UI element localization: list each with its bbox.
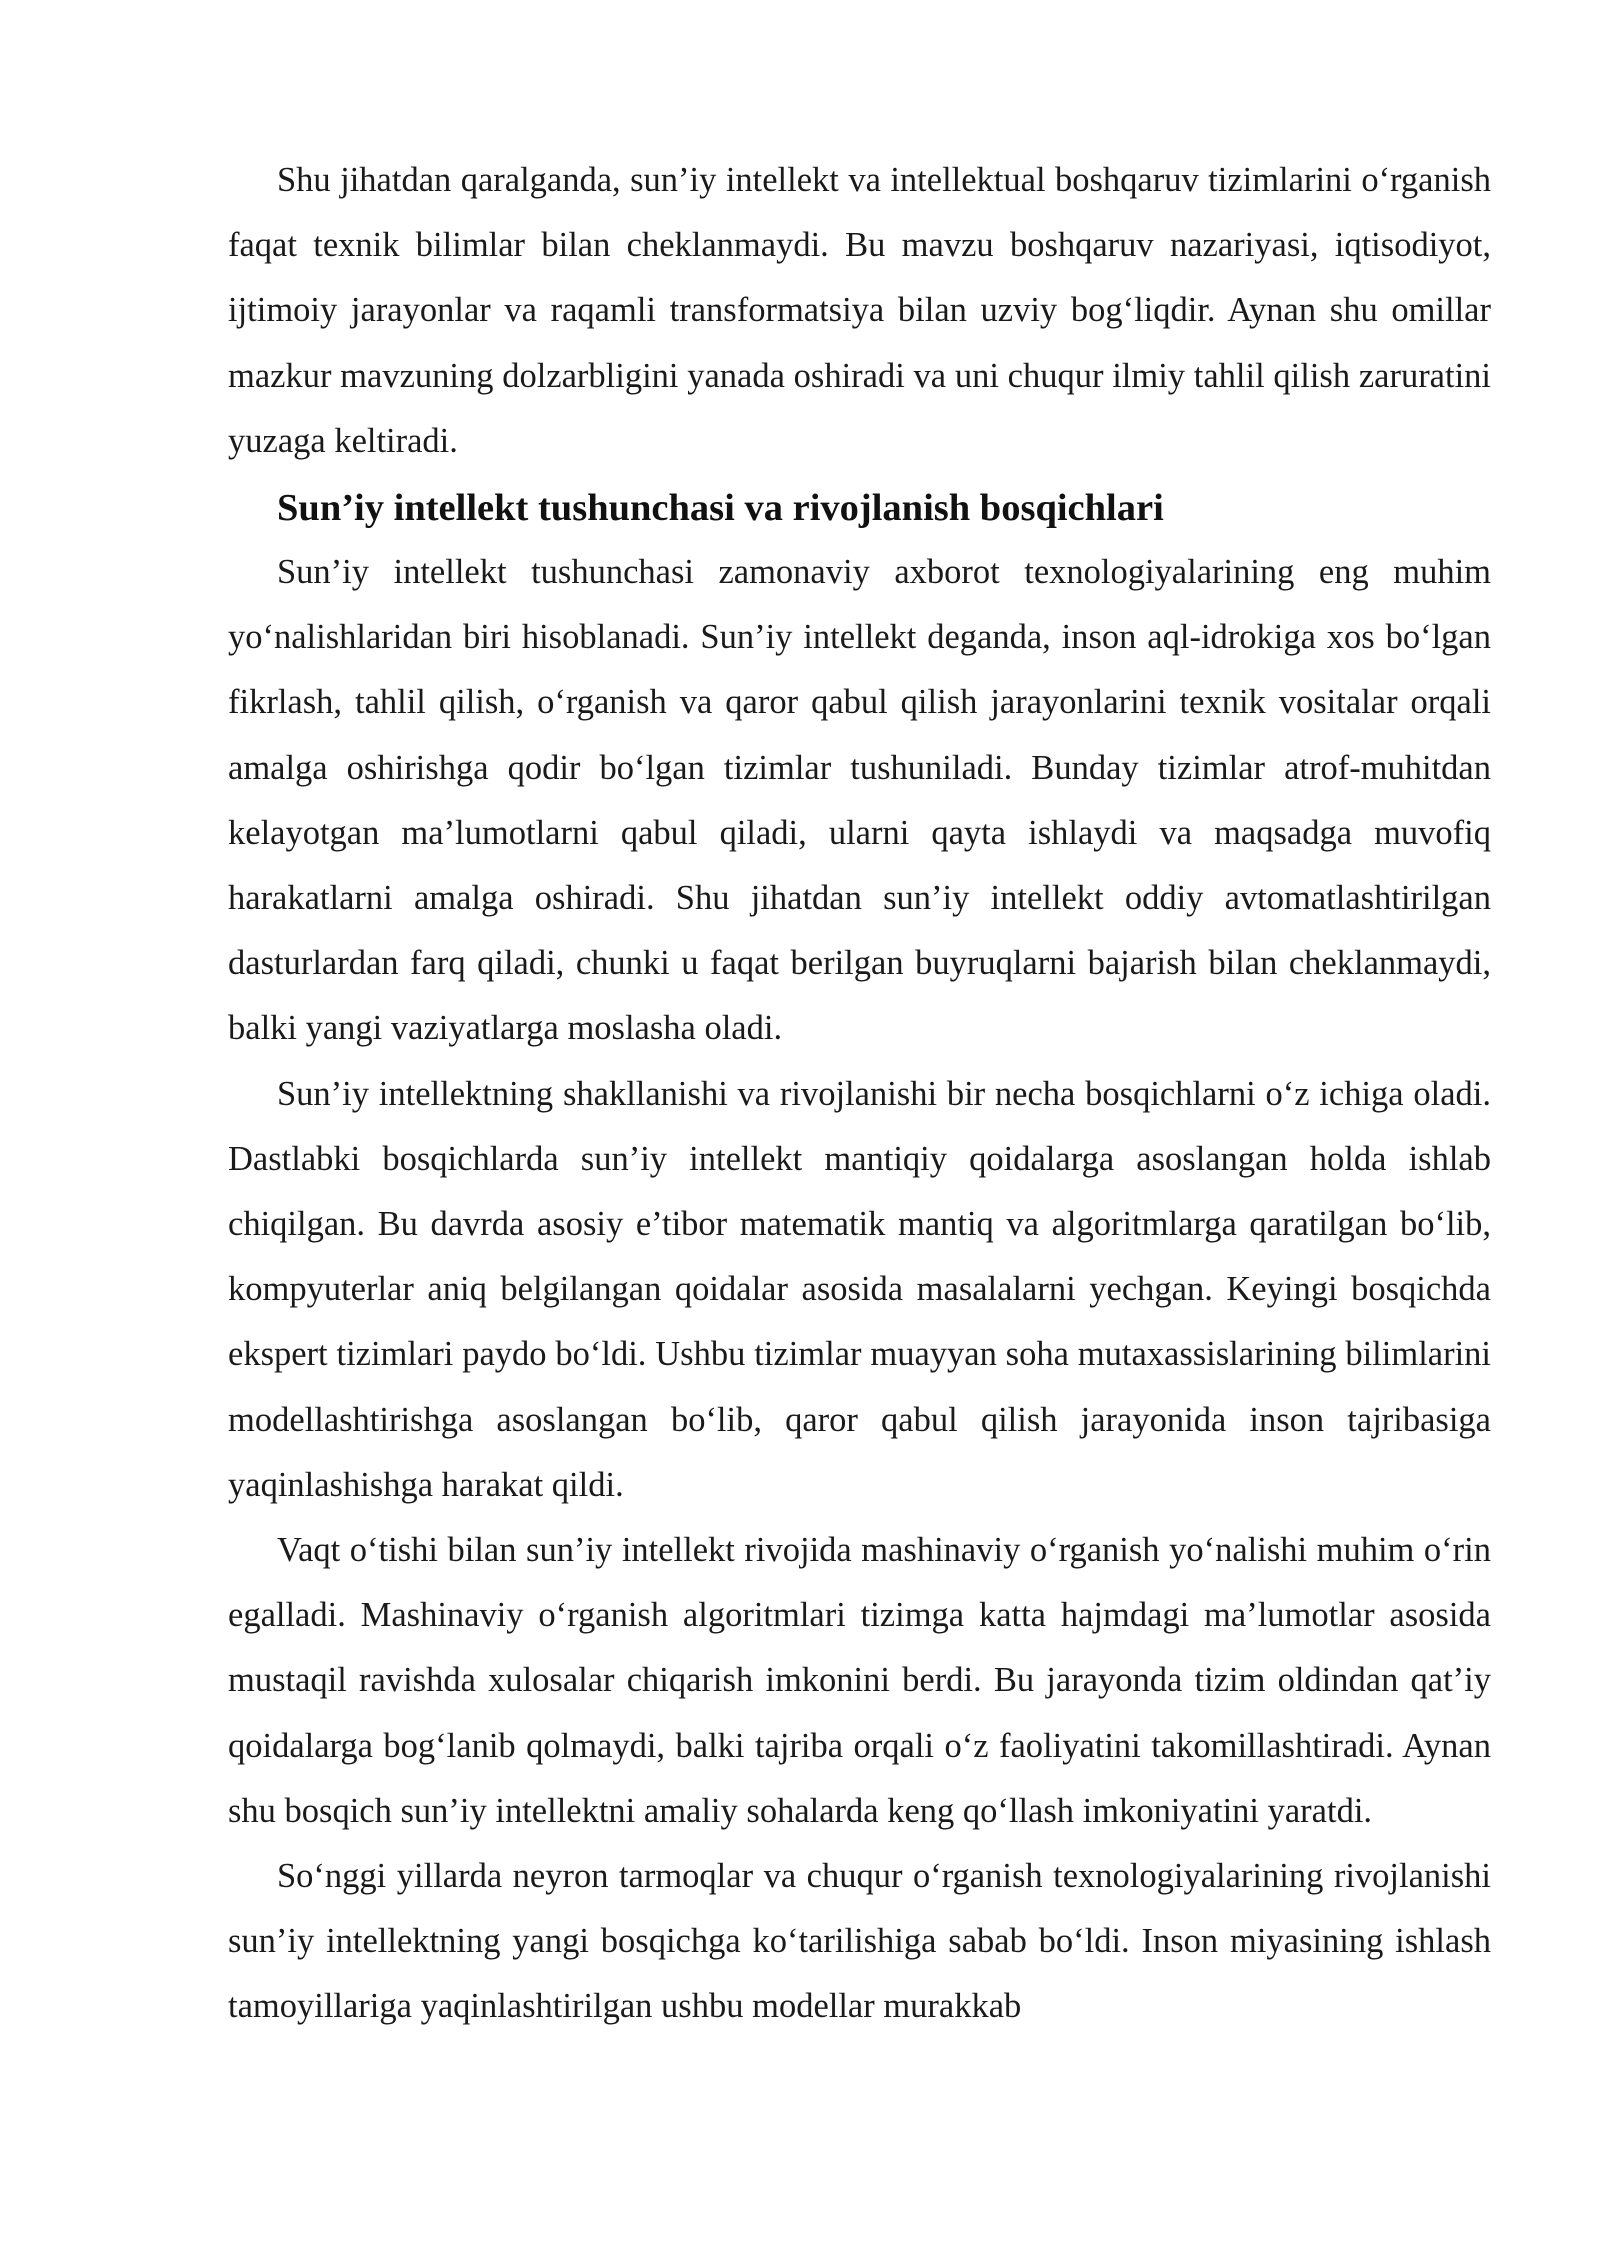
paragraph-machine-learning: Vaqt o‘tishi bilan sun’iy intellekt rivojida mashinaviy o‘rganish yo‘nalishi muhim o‘rin egalladi. Mashinaviy o‘rganish algoritmlari tizimga katta hajmdagi ma’lumotlar asosida mustaqil ravishda xulosalar chiqarish imkonini berdi. Bu jarayonda tizim oldindan qat’iy qoidalarga bog‘lanib qolmaydi, balki tajriba orqali o‘z faoliyatini takomillashtiradi. Aynan shu bosqich sun’iy intellektni amaliy sohalarda keng qo‘llash imkoniyatini yaratdi. bbox=[228, 1531, 1491, 1830]
section-heading: Sun’iy intellekt tushunchasi va rivojlanish bosqichlari bbox=[277, 487, 1164, 530]
paragraph-intro: Shu jihatdan qaralganda, sun’iy intellekt va intellektual boshqaruv tizimlarini o‘rganish faqat texnik bilimlar bilan cheklanmaydi. Bu mavzu boshqaruv nazariyasi, iqtisodiyot, ijtimoiy jarayonlar va raqamli transformatsiya bilan uzviy bog‘liqdir. Aynan shu omillar mazkur mavzuning dolzarbligini yanada oshiradi va uni chuqur ilmiy tahlil qilish zaruratini yuzaga keltiradi. bbox=[228, 161, 1491, 460]
paragraph-neural-networks: So‘nggi yillarda neyron tarmoqlar va chuqur o‘rganish texnologiyalarining rivojlanishi sun’iy intellektning yangi bosqichga ko‘tarilishiga sabab bo‘ldi. Inson miyasining ishlash tamoyillariga yaqinlashtirilgan ushbu modellar murakkab bbox=[228, 1857, 1491, 2026]
paragraph-stages: Sun’iy intellektning shakllanishi va rivojlanishi bir necha bosqichlarni o‘z ichiga oladi. Dastlabki bosqichlarda sun’iy intellekt mantiqiy qoidalarga asoslangan holda ishlab chiqilgan. Bu davrda asosiy e’tibor matematik mantiq va algoritmlarga qaratilgan bo‘lib, kompyuterlar aniq belgilangan qoidalar asosida masalalarni yechgan. Keyingi bosqichda ekspert tizimlari paydo bo‘ldi. Ushbu tizimlar muayyan soha mutaxassislarining bilimlarini modellashtirishga asoslangan bo‘lib, qaror qabul qilish jarayonida inson tajribasiga yaqinlashishga harakat qildi. bbox=[228, 1074, 1491, 1504]
paragraph-definition: Sun’iy intellekt tushunchasi zamonaviy axborot texnologiyalarining eng muhim yo‘nalishlaridan biri hisoblanadi. Sun’iy intellekt deganda, inson aql-idrokiga xos bo‘lgan fikrlash, tahlil qilish, o‘rganish va qaror qabul qilish jarayonlarini texnik vositalar orqali amalga oshirishga qodir bo‘lgan tizimlar tushuniladi. Bunday tizimlar atrof-muhitdan kelayotgan ma’lumotlarni qabul qiladi, ularni qayta ishlaydi va maqsadga muvofiq harakatlarni amalga oshiradi. Shu jihatdan sun’iy intellekt oddiy avtomatlashtirilgan dasturlardan farq qiladi, chunki u faqat berilgan buyruqlarni bajarish bilan cheklanmaydi, balki yangi vaziyatlarga moslasha oladi. bbox=[228, 553, 1491, 1048]
